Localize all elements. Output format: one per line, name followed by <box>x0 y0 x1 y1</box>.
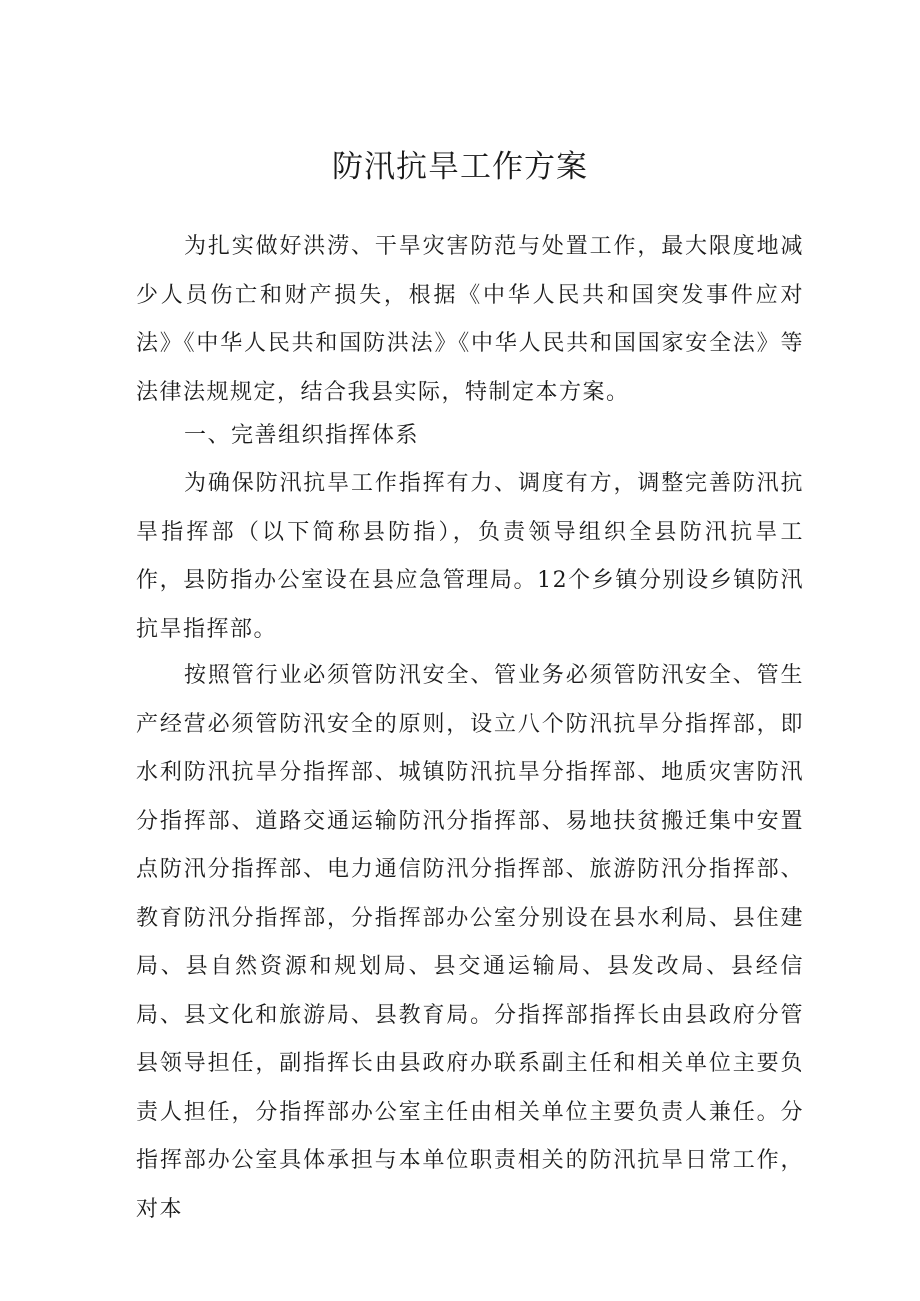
section-heading: 一、完善组织指挥体系 <box>184 423 420 448</box>
document-title: 防汛抗旱工作方案 <box>332 149 588 185</box>
section-paragraph: 为确保防汛抗旱工作指挥有力、调度有方，调整完善防汛抗旱指挥部（以下简称县防指），负责领导组织全县防汛抗旱工作，县防指办公室设在县应急管理局。12个乡镇分别设乡镇防汛抗旱指挥部。 <box>136 471 804 642</box>
intro-paragraph: 为扎实做好洪涝、干旱灾害防范与处置工作，最大限度地减少人员伤亡和财产损失，根据《中华人民共和国突发事件应对法》《中华人民共和国防洪法》《中华人民共和国国家安全法》等法律法规规定，结合我县实际，特制定本方案。 <box>136 234 804 405</box>
section-paragraph: 按照管行业必须管防汛安全、管业务必须管防汛安全、管生产经营必须管防汛安全的原则，设立八个防汛抗旱分指挥部，即水利防汛抗旱分指挥部、城镇防汛抗旱分指挥部、地质灾害防汛分指挥部、道路交通运输防汛分指挥部、易地扶贫搬迁集中安置点防汛分指挥部、电力通信防汛分指挥部、旅游防汛分指挥部、教育防汛分指挥部，分指挥部办公室分别设在县水利局、县住建局、县自然资源和规划局、县交通运输局、县发改局、县经信局、县文化和旅游局、县教育局。分指挥部指挥长由县政府分管县领导担任，副指挥长由县政府办联系副主任和相关单位主要负责人担任，分指挥部办公室主任由相关单位主要负责人兼任。分指挥部办公室具体承担与本单位职责相关的防汛抗旱日常工作，对本 <box>136 663 804 1222</box>
